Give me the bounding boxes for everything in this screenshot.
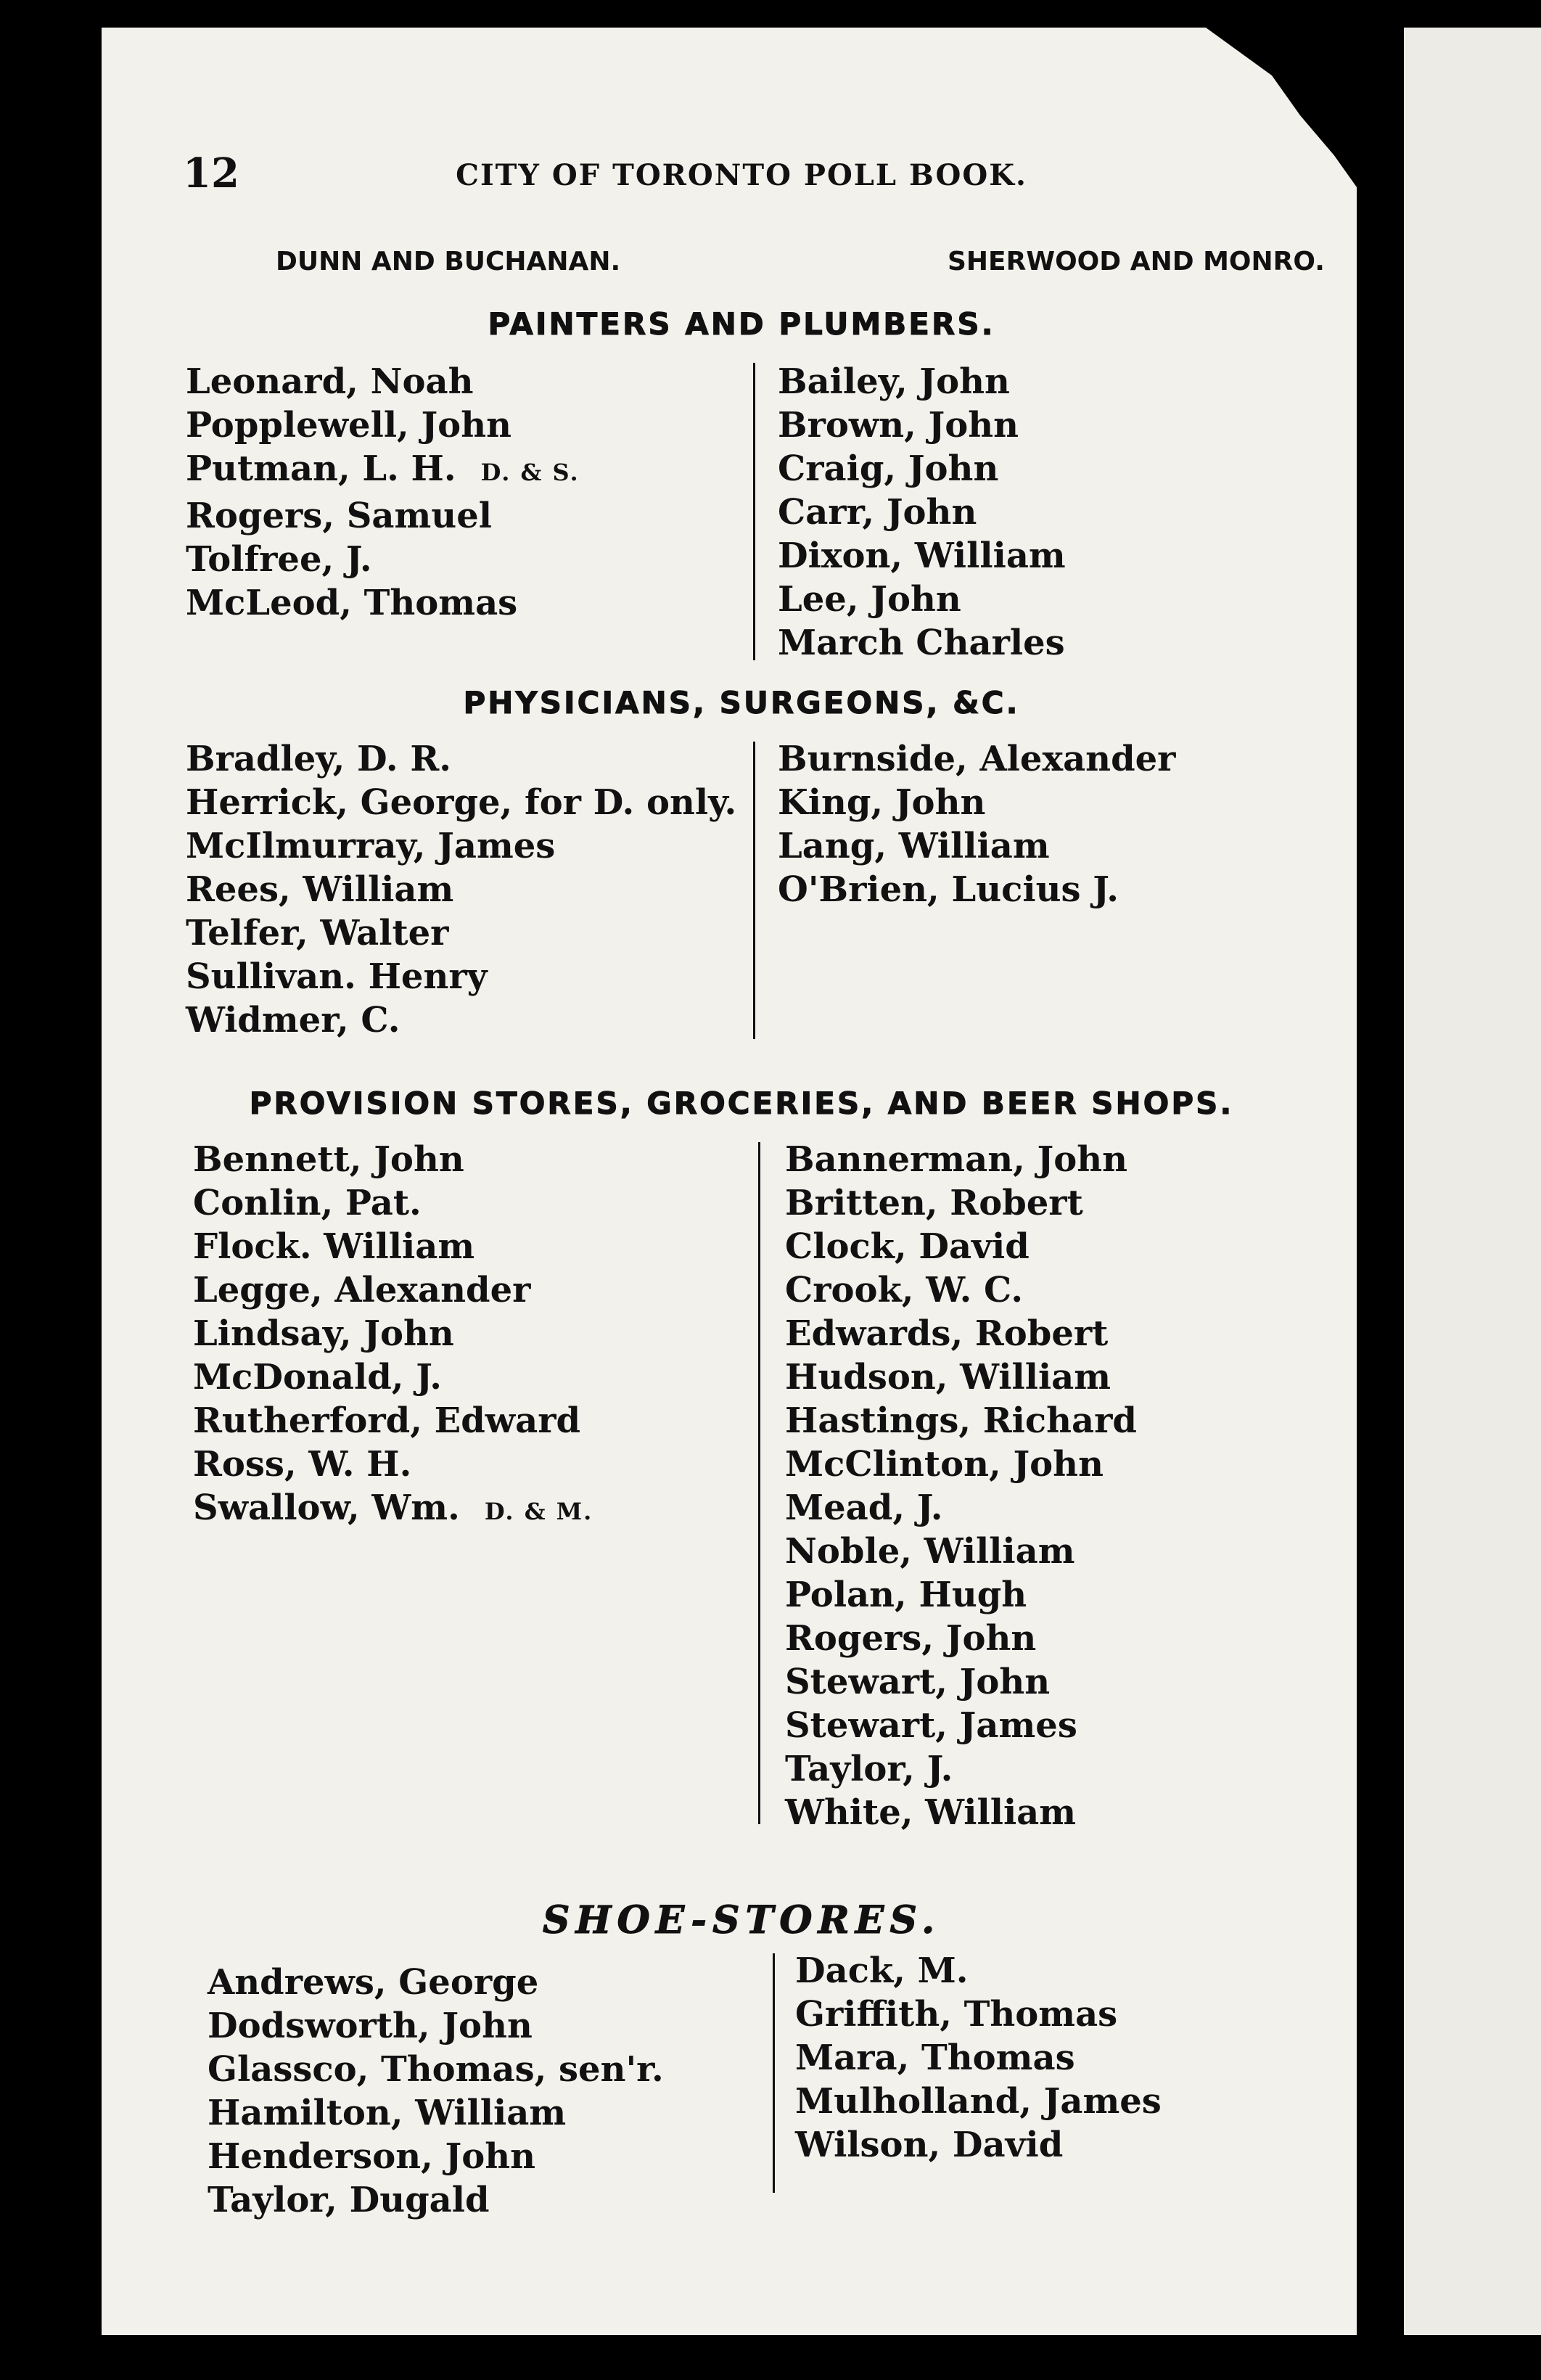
voter-entry: Bennett, John	[193, 1139, 464, 1180]
voter-entry: Taylor, J.	[785, 1749, 953, 1789]
voter-entry: Leonard, Noah	[186, 361, 474, 402]
voter-entry: McDonald, J.	[193, 1357, 442, 1398]
voter-entry: Britten, Robert	[785, 1183, 1083, 1223]
column-divider	[773, 1953, 775, 2193]
running-title: CITY OF TORONTO POLL BOOK.	[456, 158, 1027, 192]
voter-entry: Griffith, Thomas	[795, 1994, 1118, 2035]
voter-entry: McClinton, John	[785, 1444, 1104, 1485]
voter-entry: Rees, William	[186, 869, 454, 910]
voter-entry: Hastings, Richard	[785, 1400, 1137, 1441]
voter-entry: March Charles	[778, 623, 1065, 663]
voter-entry: Telfer, Walter	[186, 913, 449, 953]
column-divider	[758, 1142, 760, 1824]
voter-entry: Swallow, Wm. D. & M.	[193, 1488, 593, 1528]
voter-entry: Wilson, David	[795, 2125, 1064, 2165]
voter-entry: White, William	[785, 1792, 1077, 1833]
section-physicians-left-column	[186, 737, 736, 1042]
voter-entry: King, John	[778, 782, 986, 823]
voter-entry: Andrews, George	[207, 1962, 539, 2003]
poll-book-page	[102, 28, 1357, 2335]
voter-entry: Stewart, John	[785, 1662, 1051, 1702]
voter-entry: Dixon, William	[778, 536, 1066, 576]
voter-entry: Tolfree, J.	[186, 539, 372, 580]
party-left-heading: DUNN AND BUCHANAN.	[276, 247, 621, 276]
voter-entry: Stewart, James	[785, 1705, 1077, 1746]
voter-entry: Rutherford, Edward	[193, 1400, 581, 1441]
voter-entry: Lee, John	[778, 579, 961, 620]
voter-entry: Ross, W. H.	[193, 1444, 412, 1485]
voter-entry: Crook, W. C.	[785, 1270, 1024, 1310]
voter-entry: Mulholland, James	[795, 2081, 1162, 2122]
voter-entry: Hudson, William	[785, 1357, 1111, 1398]
voter-entry: Conlin, Pat.	[193, 1183, 422, 1223]
voter-entry: Legge, Alexander	[193, 1270, 531, 1310]
voter-entry: Dack, M.	[795, 1950, 969, 1991]
section-title-physicians: PHYSICIANS, SURGEONS, &C.	[463, 685, 1020, 721]
page-number: 12	[183, 149, 239, 197]
voter-entry: Burnside, Alexander	[778, 739, 1176, 779]
voter-entry: Henderson, John	[207, 2136, 536, 2177]
voter-entry: Carr, John	[778, 492, 977, 533]
voter-entry: Sullivan. Henry	[186, 956, 488, 997]
column-divider	[753, 742, 755, 1039]
column-divider	[753, 363, 755, 660]
voter-entry: Edwards, Robert	[785, 1313, 1109, 1354]
voter-entry: Craig, John	[778, 448, 999, 489]
adjacent-page-edge	[1404, 28, 1541, 2335]
voter-entry: Bradley, D. R.	[186, 739, 451, 779]
voter-entry: Putman, L. H. D. & S.	[186, 448, 580, 489]
page-header	[183, 149, 1300, 208]
voter-entry: Widmer, C.	[186, 1000, 400, 1041]
voter-entry: Rogers, Samuel	[186, 496, 492, 536]
voter-entry: Lindsay, John	[193, 1313, 454, 1354]
voter-entry: Bailey, John	[778, 361, 1010, 402]
voter-entry: Mead, J.	[785, 1488, 943, 1528]
voter-entry: Clock, David	[785, 1226, 1030, 1267]
voter-entry: Herrick, George, for D. only.	[186, 782, 737, 823]
voter-entry: Lang, William	[778, 826, 1050, 866]
voter-entry: O'Brien, Lucius J.	[778, 869, 1119, 910]
section-physicians-right-column	[778, 737, 1175, 911]
section-painters-right-column	[778, 360, 1066, 665]
section-title-provision-stores: PROVISION STORES, GROCERIES, AND BEER SHOPS.	[249, 1086, 1234, 1121]
voter-entry: Rogers, John	[785, 1618, 1037, 1659]
voter-entry: Flock. William	[193, 1226, 475, 1267]
voter-entry: Mara, Thomas	[795, 2038, 1075, 2078]
voter-entry: Dodsworth, John	[207, 2006, 533, 2046]
section-shoe-left-column	[207, 1961, 664, 2222]
section-provision-left-column	[193, 1138, 593, 1533]
voter-entry: Taylor, Dugald	[207, 2180, 490, 2220]
vote-mark: D. & S.	[480, 459, 580, 486]
voter-entry: McIlmurray, James	[186, 826, 556, 866]
section-shoe-right-column	[795, 1949, 1162, 2167]
voter-entry: Popplewell, John	[186, 405, 511, 446]
voter-entry: McLeod, Thomas	[186, 583, 518, 623]
section-title-shoe-stores: SHOE-STORES.	[542, 1898, 941, 1942]
voter-entry: Glassco, Thomas, sen'r.	[207, 2049, 664, 2090]
section-painters-left-column	[186, 360, 580, 625]
vote-mark: D. & M.	[484, 1498, 593, 1525]
section-provision-right-column	[785, 1138, 1137, 1834]
voter-entry: Bannerman, John	[785, 1139, 1128, 1180]
voter-entry: Brown, John	[778, 405, 1019, 446]
voter-entry: Hamilton, William	[207, 2093, 567, 2133]
section-title-painters: PAINTERS AND PLUMBERS.	[488, 306, 995, 342]
voter-entry: Polan, Hugh	[785, 1575, 1027, 1615]
voter-entry: Noble, William	[785, 1531, 1075, 1572]
party-right-heading: SHERWOOD AND MONRO.	[948, 247, 1325, 276]
